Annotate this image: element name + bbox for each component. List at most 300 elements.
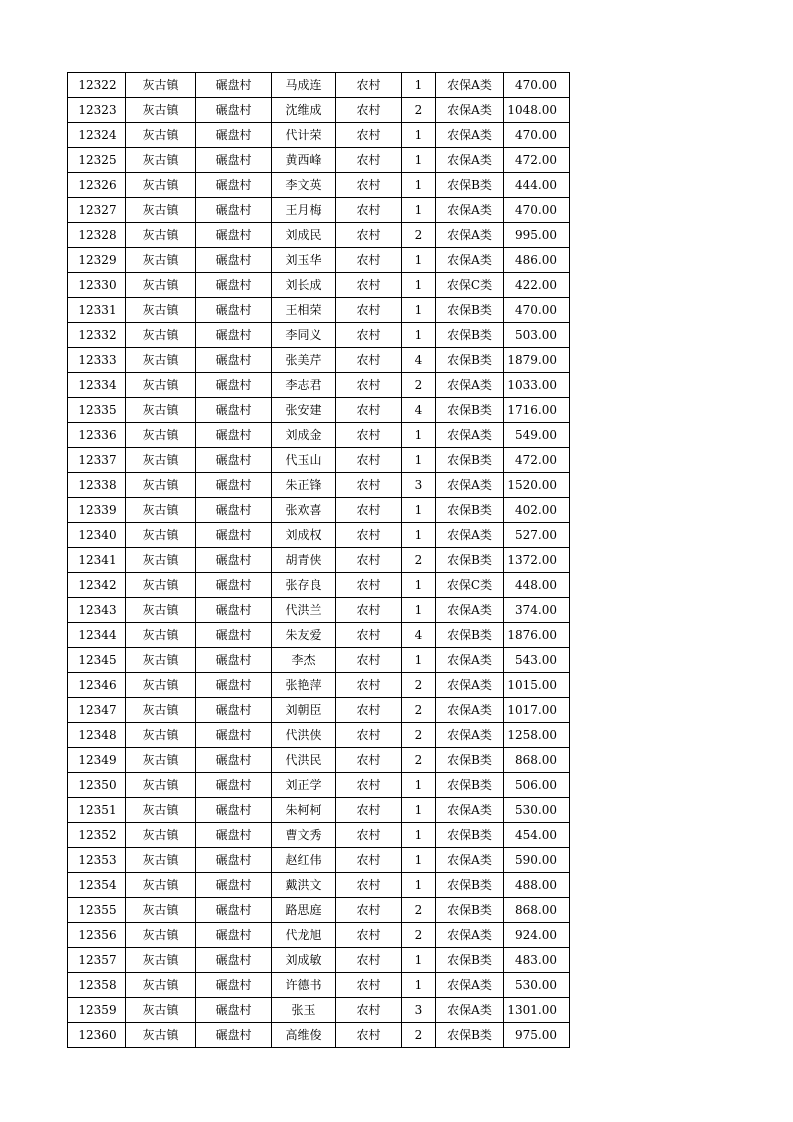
category-cell: 农保A类 xyxy=(436,798,504,823)
household-type-cell: 农村 xyxy=(336,873,402,898)
person-name-cell: 曹文秀 xyxy=(272,823,336,848)
category-cell: 农保B类 xyxy=(436,298,504,323)
member-count-cell: 2 xyxy=(402,1023,436,1048)
person-name-cell: 李杰 xyxy=(272,648,336,673)
village-cell: 碾盘村 xyxy=(196,948,272,973)
household-type-cell: 农村 xyxy=(336,548,402,573)
household-type-cell: 农村 xyxy=(336,998,402,1023)
table-row xyxy=(68,698,570,723)
village-cell: 碾盘村 xyxy=(196,123,272,148)
town-cell: 灰古镇 xyxy=(126,873,196,898)
household-type-cell: 农村 xyxy=(336,573,402,598)
household-type-cell: 农村 xyxy=(336,748,402,773)
town-cell: 灰古镇 xyxy=(126,698,196,723)
person-name-cell: 代龙旭 xyxy=(272,923,336,948)
record-id-cell: 12345 xyxy=(68,648,126,673)
person-name-cell: 朱友爱 xyxy=(272,623,336,648)
category-cell: 农保A类 xyxy=(436,998,504,1023)
member-count-cell: 1 xyxy=(402,273,436,298)
town-cell: 灰古镇 xyxy=(126,648,196,673)
person-name-cell: 黄西峰 xyxy=(272,148,336,173)
member-count-cell: 4 xyxy=(402,398,436,423)
person-name-cell: 张艳萍 xyxy=(272,673,336,698)
household-type-cell: 农村 xyxy=(336,73,402,98)
village-cell: 碾盘村 xyxy=(196,98,272,123)
table-row xyxy=(68,523,570,548)
household-type-cell: 农村 xyxy=(336,498,402,523)
amount-cell: 527.00 xyxy=(504,523,570,548)
amount-cell: 470.00 xyxy=(504,73,570,98)
category-cell: 农保B类 xyxy=(436,398,504,423)
household-type-cell: 农村 xyxy=(336,298,402,323)
table-row xyxy=(68,248,570,273)
member-count-cell: 1 xyxy=(402,948,436,973)
table-row xyxy=(68,123,570,148)
record-id-cell: 12353 xyxy=(68,848,126,873)
village-cell: 碾盘村 xyxy=(196,723,272,748)
records-table xyxy=(67,72,570,1048)
person-name-cell: 张存良 xyxy=(272,573,336,598)
member-count-cell: 1 xyxy=(402,598,436,623)
category-cell: 农保A类 xyxy=(436,723,504,748)
record-id-cell: 12336 xyxy=(68,423,126,448)
amount-cell: 1520.00 xyxy=(504,473,570,498)
person-name-cell: 刘玉华 xyxy=(272,248,336,273)
category-cell: 农保A类 xyxy=(436,373,504,398)
person-name-cell: 李同义 xyxy=(272,323,336,348)
town-cell: 灰古镇 xyxy=(126,98,196,123)
town-cell: 灰古镇 xyxy=(126,173,196,198)
amount-cell: 486.00 xyxy=(504,248,570,273)
amount-cell: 1716.00 xyxy=(504,398,570,423)
record-id-cell: 12341 xyxy=(68,548,126,573)
village-cell: 碾盘村 xyxy=(196,348,272,373)
person-name-cell: 张玉 xyxy=(272,998,336,1023)
amount-cell: 1301.00 xyxy=(504,998,570,1023)
record-id-cell: 12344 xyxy=(68,623,126,648)
category-cell: 农保B类 xyxy=(436,623,504,648)
town-cell: 灰古镇 xyxy=(126,598,196,623)
town-cell: 灰古镇 xyxy=(126,523,196,548)
category-cell: 农保A类 xyxy=(436,698,504,723)
table-row xyxy=(68,148,570,173)
person-name-cell: 路思庭 xyxy=(272,898,336,923)
record-id-cell: 12354 xyxy=(68,873,126,898)
record-id-cell: 12330 xyxy=(68,273,126,298)
village-cell: 碾盘村 xyxy=(196,423,272,448)
village-cell: 碾盘村 xyxy=(196,973,272,998)
record-id-cell: 12346 xyxy=(68,673,126,698)
record-id-cell: 12328 xyxy=(68,223,126,248)
table-row xyxy=(68,598,570,623)
person-name-cell: 朱柯柯 xyxy=(272,798,336,823)
person-name-cell: 高维俊 xyxy=(272,1023,336,1048)
household-type-cell: 农村 xyxy=(336,898,402,923)
village-cell: 碾盘村 xyxy=(196,748,272,773)
person-name-cell: 刘朝臣 xyxy=(272,698,336,723)
village-cell: 碾盘村 xyxy=(196,623,272,648)
household-type-cell: 农村 xyxy=(336,673,402,698)
town-cell: 灰古镇 xyxy=(126,848,196,873)
amount-cell: 868.00 xyxy=(504,748,570,773)
person-name-cell: 赵红伟 xyxy=(272,848,336,873)
table-row xyxy=(68,373,570,398)
town-cell: 灰古镇 xyxy=(126,498,196,523)
person-name-cell: 张安建 xyxy=(272,398,336,423)
town-cell: 灰古镇 xyxy=(126,423,196,448)
member-count-cell: 2 xyxy=(402,698,436,723)
household-type-cell: 农村 xyxy=(336,723,402,748)
member-count-cell: 1 xyxy=(402,848,436,873)
record-id-cell: 12347 xyxy=(68,698,126,723)
member-count-cell: 3 xyxy=(402,473,436,498)
town-cell: 灰古镇 xyxy=(126,898,196,923)
village-cell: 碾盘村 xyxy=(196,148,272,173)
person-name-cell: 沈维成 xyxy=(272,98,336,123)
record-id-cell: 12333 xyxy=(68,348,126,373)
town-cell: 灰古镇 xyxy=(126,748,196,773)
amount-cell: 374.00 xyxy=(504,598,570,623)
household-type-cell: 农村 xyxy=(336,198,402,223)
table-row xyxy=(68,1023,570,1048)
record-id-cell: 12351 xyxy=(68,798,126,823)
person-name-cell: 马成连 xyxy=(272,73,336,98)
category-cell: 农保B类 xyxy=(436,323,504,348)
record-id-cell: 12326 xyxy=(68,173,126,198)
amount-cell: 868.00 xyxy=(504,898,570,923)
town-cell: 灰古镇 xyxy=(126,398,196,423)
amount-cell: 975.00 xyxy=(504,1023,570,1048)
record-id-cell: 12342 xyxy=(68,573,126,598)
category-cell: 农保C类 xyxy=(436,273,504,298)
village-cell: 碾盘村 xyxy=(196,498,272,523)
household-type-cell: 农村 xyxy=(336,698,402,723)
records-body xyxy=(68,73,570,1048)
table-row xyxy=(68,748,570,773)
town-cell: 灰古镇 xyxy=(126,998,196,1023)
category-cell: 农保C类 xyxy=(436,573,504,598)
village-cell: 碾盘村 xyxy=(196,223,272,248)
amount-cell: 448.00 xyxy=(504,573,570,598)
household-type-cell: 农村 xyxy=(336,623,402,648)
amount-cell: 470.00 xyxy=(504,198,570,223)
category-cell: 农保A类 xyxy=(436,198,504,223)
town-cell: 灰古镇 xyxy=(126,323,196,348)
member-count-cell: 4 xyxy=(402,348,436,373)
record-id-cell: 12325 xyxy=(68,148,126,173)
town-cell: 灰古镇 xyxy=(126,723,196,748)
household-type-cell: 农村 xyxy=(336,273,402,298)
table-row xyxy=(68,298,570,323)
town-cell: 灰古镇 xyxy=(126,298,196,323)
amount-cell: 1033.00 xyxy=(504,373,570,398)
member-count-cell: 1 xyxy=(402,123,436,148)
town-cell: 灰古镇 xyxy=(126,798,196,823)
category-cell: 农保B类 xyxy=(436,873,504,898)
town-cell: 灰古镇 xyxy=(126,548,196,573)
category-cell: 农保A类 xyxy=(436,648,504,673)
town-cell: 灰古镇 xyxy=(126,448,196,473)
record-id-cell: 12355 xyxy=(68,898,126,923)
record-id-cell: 12343 xyxy=(68,598,126,623)
table-row xyxy=(68,198,570,223)
town-cell: 灰古镇 xyxy=(126,773,196,798)
person-name-cell: 刘成权 xyxy=(272,523,336,548)
member-count-cell: 2 xyxy=(402,548,436,573)
village-cell: 碾盘村 xyxy=(196,198,272,223)
record-id-cell: 12359 xyxy=(68,998,126,1023)
amount-cell: 543.00 xyxy=(504,648,570,673)
table-row xyxy=(68,923,570,948)
person-name-cell: 朱正锋 xyxy=(272,473,336,498)
person-name-cell: 代玉山 xyxy=(272,448,336,473)
member-count-cell: 1 xyxy=(402,798,436,823)
village-cell: 碾盘村 xyxy=(196,398,272,423)
household-type-cell: 农村 xyxy=(336,248,402,273)
town-cell: 灰古镇 xyxy=(126,823,196,848)
table-row xyxy=(68,798,570,823)
table-row xyxy=(68,498,570,523)
member-count-cell: 1 xyxy=(402,498,436,523)
record-id-cell: 12322 xyxy=(68,73,126,98)
member-count-cell: 2 xyxy=(402,898,436,923)
person-name-cell: 代洪兰 xyxy=(272,598,336,623)
record-id-cell: 12335 xyxy=(68,398,126,423)
person-name-cell: 戴洪文 xyxy=(272,873,336,898)
member-count-cell: 1 xyxy=(402,648,436,673)
village-cell: 碾盘村 xyxy=(196,598,272,623)
record-id-cell: 12337 xyxy=(68,448,126,473)
village-cell: 碾盘村 xyxy=(196,848,272,873)
amount-cell: 530.00 xyxy=(504,798,570,823)
person-name-cell: 刘长成 xyxy=(272,273,336,298)
table-row xyxy=(68,773,570,798)
member-count-cell: 2 xyxy=(402,748,436,773)
category-cell: 农保A类 xyxy=(436,523,504,548)
amount-cell: 1017.00 xyxy=(504,698,570,723)
household-type-cell: 农村 xyxy=(336,223,402,248)
town-cell: 灰古镇 xyxy=(126,923,196,948)
category-cell: 农保A类 xyxy=(436,973,504,998)
member-count-cell: 2 xyxy=(402,723,436,748)
household-type-cell: 农村 xyxy=(336,323,402,348)
table-row xyxy=(68,873,570,898)
member-count-cell: 1 xyxy=(402,823,436,848)
record-id-cell: 12327 xyxy=(68,198,126,223)
town-cell: 灰古镇 xyxy=(126,973,196,998)
table-row xyxy=(68,648,570,673)
record-id-cell: 12348 xyxy=(68,723,126,748)
table-row xyxy=(68,398,570,423)
record-id-cell: 12323 xyxy=(68,98,126,123)
table-row xyxy=(68,448,570,473)
town-cell: 灰古镇 xyxy=(126,198,196,223)
town-cell: 灰古镇 xyxy=(126,473,196,498)
person-name-cell: 王相荣 xyxy=(272,298,336,323)
record-id-cell: 12356 xyxy=(68,923,126,948)
person-name-cell: 代计荣 xyxy=(272,123,336,148)
town-cell: 灰古镇 xyxy=(126,273,196,298)
amount-cell: 924.00 xyxy=(504,923,570,948)
table-row xyxy=(68,998,570,1023)
table-row xyxy=(68,848,570,873)
amount-cell: 549.00 xyxy=(504,423,570,448)
category-cell: 农保B类 xyxy=(436,448,504,473)
amount-cell: 472.00 xyxy=(504,448,570,473)
record-id-cell: 12358 xyxy=(68,973,126,998)
town-cell: 灰古镇 xyxy=(126,348,196,373)
village-cell: 碾盘村 xyxy=(196,923,272,948)
category-cell: 农保A类 xyxy=(436,148,504,173)
village-cell: 碾盘村 xyxy=(196,73,272,98)
amount-cell: 590.00 xyxy=(504,848,570,873)
household-type-cell: 农村 xyxy=(336,423,402,448)
member-count-cell: 4 xyxy=(402,623,436,648)
household-type-cell: 农村 xyxy=(336,98,402,123)
category-cell: 农保B类 xyxy=(436,948,504,973)
member-count-cell: 1 xyxy=(402,573,436,598)
table-row xyxy=(68,98,570,123)
member-count-cell: 1 xyxy=(402,323,436,348)
category-cell: 农保A类 xyxy=(436,223,504,248)
category-cell: 农保B类 xyxy=(436,548,504,573)
category-cell: 农保A类 xyxy=(436,248,504,273)
amount-cell: 470.00 xyxy=(504,123,570,148)
table-row xyxy=(68,673,570,698)
amount-cell: 530.00 xyxy=(504,973,570,998)
person-name-cell: 刘成民 xyxy=(272,223,336,248)
category-cell: 农保B类 xyxy=(436,773,504,798)
village-cell: 碾盘村 xyxy=(196,523,272,548)
village-cell: 碾盘村 xyxy=(196,573,272,598)
category-cell: 农保A类 xyxy=(436,423,504,448)
record-id-cell: 12324 xyxy=(68,123,126,148)
amount-cell: 506.00 xyxy=(504,773,570,798)
person-name-cell: 刘正学 xyxy=(272,773,336,798)
member-count-cell: 1 xyxy=(402,448,436,473)
household-type-cell: 农村 xyxy=(336,348,402,373)
record-id-cell: 12352 xyxy=(68,823,126,848)
category-cell: 农保B类 xyxy=(436,748,504,773)
household-type-cell: 农村 xyxy=(336,1023,402,1048)
table-row xyxy=(68,973,570,998)
town-cell: 灰古镇 xyxy=(126,73,196,98)
category-cell: 农保A类 xyxy=(436,923,504,948)
category-cell: 农保B类 xyxy=(436,348,504,373)
member-count-cell: 1 xyxy=(402,773,436,798)
record-id-cell: 12332 xyxy=(68,323,126,348)
record-id-cell: 12350 xyxy=(68,773,126,798)
village-cell: 碾盘村 xyxy=(196,648,272,673)
town-cell: 灰古镇 xyxy=(126,673,196,698)
person-name-cell: 代洪民 xyxy=(272,748,336,773)
category-cell: 农保A类 xyxy=(436,848,504,873)
village-cell: 碾盘村 xyxy=(196,898,272,923)
amount-cell: 422.00 xyxy=(504,273,570,298)
town-cell: 灰古镇 xyxy=(126,948,196,973)
person-name-cell: 刘成金 xyxy=(272,423,336,448)
record-id-cell: 12339 xyxy=(68,498,126,523)
member-count-cell: 3 xyxy=(402,998,436,1023)
town-cell: 灰古镇 xyxy=(126,123,196,148)
category-cell: 农保A类 xyxy=(436,123,504,148)
household-type-cell: 农村 xyxy=(336,773,402,798)
household-type-cell: 农村 xyxy=(336,148,402,173)
amount-cell: 402.00 xyxy=(504,498,570,523)
village-cell: 碾盘村 xyxy=(196,1023,272,1048)
person-name-cell: 许德书 xyxy=(272,973,336,998)
village-cell: 碾盘村 xyxy=(196,673,272,698)
amount-cell: 1372.00 xyxy=(504,548,570,573)
village-cell: 碾盘村 xyxy=(196,998,272,1023)
person-name-cell: 李志君 xyxy=(272,373,336,398)
town-cell: 灰古镇 xyxy=(126,223,196,248)
household-type-cell: 农村 xyxy=(336,173,402,198)
village-cell: 碾盘村 xyxy=(196,773,272,798)
category-cell: 农保B类 xyxy=(436,898,504,923)
amount-cell: 470.00 xyxy=(504,298,570,323)
person-name-cell: 张欢喜 xyxy=(272,498,336,523)
household-type-cell: 农村 xyxy=(336,598,402,623)
member-count-cell: 1 xyxy=(402,248,436,273)
town-cell: 灰古镇 xyxy=(126,623,196,648)
household-type-cell: 农村 xyxy=(336,448,402,473)
table-row xyxy=(68,548,570,573)
person-name-cell: 代洪侠 xyxy=(272,723,336,748)
household-type-cell: 农村 xyxy=(336,398,402,423)
household-type-cell: 农村 xyxy=(336,473,402,498)
table-row xyxy=(68,948,570,973)
household-type-cell: 农村 xyxy=(336,648,402,673)
category-cell: 农保B类 xyxy=(436,173,504,198)
record-id-cell: 12340 xyxy=(68,523,126,548)
amount-cell: 472.00 xyxy=(504,148,570,173)
household-type-cell: 农村 xyxy=(336,823,402,848)
record-id-cell: 12357 xyxy=(68,948,126,973)
amount-cell: 483.00 xyxy=(504,948,570,973)
person-name-cell: 李文英 xyxy=(272,173,336,198)
village-cell: 碾盘村 xyxy=(196,373,272,398)
category-cell: 农保A类 xyxy=(436,73,504,98)
amount-cell: 488.00 xyxy=(504,873,570,898)
category-cell: 农保A类 xyxy=(436,673,504,698)
table-row xyxy=(68,623,570,648)
record-id-cell: 12349 xyxy=(68,748,126,773)
household-type-cell: 农村 xyxy=(336,798,402,823)
household-type-cell: 农村 xyxy=(336,948,402,973)
member-count-cell: 2 xyxy=(402,223,436,248)
table-row xyxy=(68,173,570,198)
amount-cell: 1015.00 xyxy=(504,673,570,698)
amount-cell: 454.00 xyxy=(504,823,570,848)
member-count-cell: 1 xyxy=(402,148,436,173)
member-count-cell: 1 xyxy=(402,198,436,223)
village-cell: 碾盘村 xyxy=(196,273,272,298)
table-row xyxy=(68,423,570,448)
town-cell: 灰古镇 xyxy=(126,573,196,598)
village-cell: 碾盘村 xyxy=(196,698,272,723)
table-row xyxy=(68,348,570,373)
member-count-cell: 1 xyxy=(402,298,436,323)
household-type-cell: 农村 xyxy=(336,923,402,948)
town-cell: 灰古镇 xyxy=(126,1023,196,1048)
person-name-cell: 王月梅 xyxy=(272,198,336,223)
category-cell: 农保A类 xyxy=(436,473,504,498)
category-cell: 农保A类 xyxy=(436,98,504,123)
household-type-cell: 农村 xyxy=(336,973,402,998)
record-id-cell: 12338 xyxy=(68,473,126,498)
member-count-cell: 1 xyxy=(402,523,436,548)
